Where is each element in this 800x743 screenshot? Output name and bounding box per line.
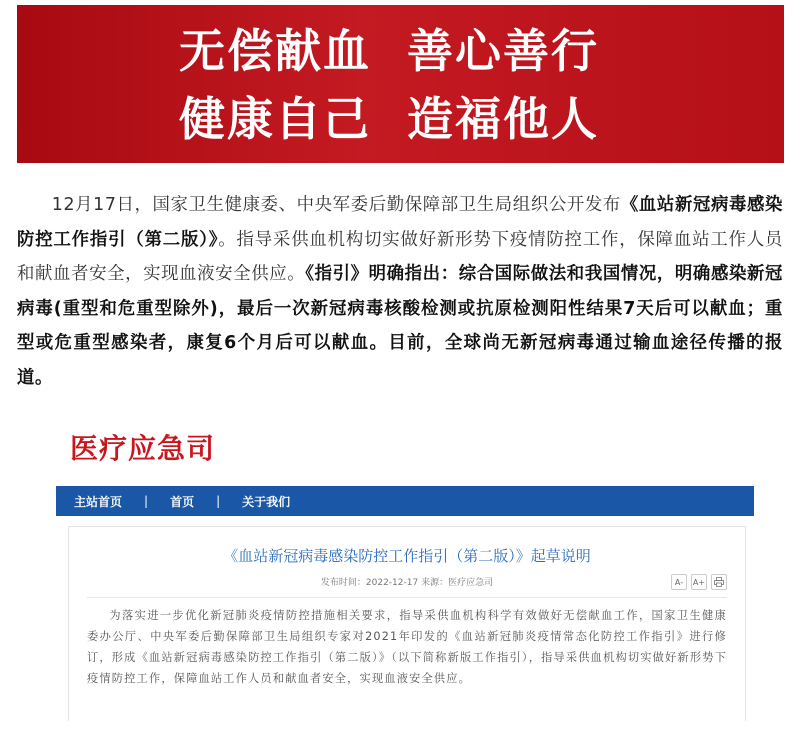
nav-separator: | [216, 494, 221, 508]
print-icon[interactable] [711, 574, 727, 590]
nav-item-home[interactable]: 首页 [170, 494, 195, 509]
banner-slogan-1a: 无偿献血 [179, 24, 371, 78]
document-body-text: 为落实进一步优化新冠肺炎疫情防控措施相关要求，指导采供血机构科学有效做好无偿献血工作，国家卫生健康委办公厅、中央军委后勤保障部卫生局组织专家对2021年印发的《血站新冠肺炎疫情常态化防控工作指引》进行修订，形成《血站新冠病毒感染防控工作指引（第二版）》（以下简称新版工作指引），指导采供血机构切实做好新形势下疫情防控工作，保障血站工作人员和献血者安全，实现血液安全供应。 [87, 609, 727, 685]
banner [17, 5, 784, 163]
nav-item-about-us[interactable]: 关于我们 [242, 494, 291, 509]
font-increase-button[interactable]: A+ [691, 574, 707, 590]
article-key-points: 《指引》明确指出：综合国际做法和我国情况，明确感染新冠病毒(重型和危重型除外)，最后一次新冠病毒核酸检测或抗原检测阳性结果7天后可以献血；重型或危重型感染者，康复6个月后可以献血。目前，全球尚无新冠病毒通过输血途径传播的报道。 [17, 264, 783, 388]
document-title: 《血站新冠病毒感染防控工作指引（第二版）》起草说明 [223, 547, 591, 565]
banner-line-2 [179, 91, 599, 147]
nav-item-main-site-home[interactable]: 主站首页 [74, 494, 123, 509]
nav-separator: | [144, 494, 149, 508]
banner-line-1 [179, 23, 599, 79]
banner-slogan-1b: 善心善行 [407, 24, 599, 78]
document-tools [671, 574, 727, 590]
department-title: 医疗应急司 [70, 432, 216, 465]
article-text-middle: 。指导采供血机构切实做好新形势下疫情防控工作，保障血站工作人员和献血者安全，实现血液安全供应。 [17, 229, 783, 284]
article-paragraph [17, 188, 783, 395]
embedded-website-screenshot [56, 420, 754, 720]
divider [87, 597, 727, 598]
font-decrease-button[interactable]: A- [671, 574, 687, 590]
document-card [68, 526, 746, 721]
document-meta: 发布时间：2022-12-17 来源：医疗应急司 [320, 578, 494, 588]
article-guideline-title: 《血站新冠病毒感染防控工作指引（第二版）》 [17, 195, 784, 250]
banner-slogan-2b: 造福他人 [407, 92, 599, 146]
banner-slogan-2a: 健康自己 [179, 92, 371, 146]
print-icon-glyph [714, 577, 724, 587]
article-text-intro: 12月17日，国家卫生健康委、中央军委后勤保障部卫生局组织公开发布 [51, 195, 621, 215]
nav-bar [56, 486, 754, 516]
